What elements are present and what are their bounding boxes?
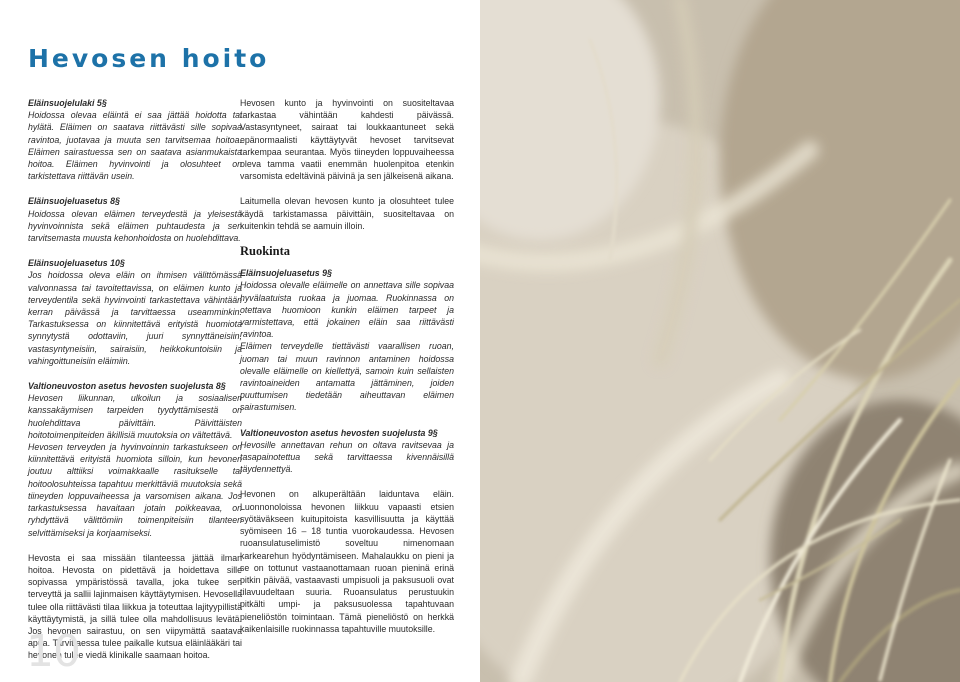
law-text: Hevosen liikunnan, ulkoilun ja sosiaalisen kanssakäymisen tarpeiden tyydyttämisestä on huolehdittava päivittäin. Päivittäisten hoitotoimenpiteiden äkillisiä muutoksia on vältettävä. (28, 393, 242, 440)
body-paragraph (240, 488, 454, 634)
law-heading: Eläinsuojeluasetus 8§ (28, 196, 120, 207)
law-text: Hevosille annettavan rehun on oltava ravitsevaa ja tasapainotettua sekä tarvittaessa kivennäisillä täydennettyä. (240, 439, 454, 475)
body-paragraph (240, 195, 454, 232)
body-text: Laitumella olevan hevosen kunto ja olosuhteet tulee käydä tarkistamassa päivittäin, suositeltavaa on kuitenkin tehdä se aamuin illoin. (240, 196, 454, 231)
law-heading: Eläinsuojelulaki 5§ (28, 98, 107, 108)
body-paragraph (240, 97, 454, 182)
law-heading: Eläinsuojeluasetus 10§ (28, 258, 125, 269)
body-text: Hevosta ei saa missään tilanteessa jättää ilman hoitoa. Hevosta on pidettävä ja hoidettava sille sopivassa ympäristössä tavalla, joka tukee sen terveyttä ja sallii lajinmaisen käyttäytymisen. Hevosella tulee olla riittävästi tilaa liikkua ja toteuttaa lajityypillistä käyttäytymistä, ja sillä tulee olla mahdollisuus levätä. Jos hevonen sairastuu, on sen viipymättä saatava apua. Tarvittaessa tulee paikalle kutsua eläinlääkäri tai hevonen tulee viedä klinikalle saamaan hoitoa. (28, 552, 242, 661)
law-block-valtioneuvosto-8 (28, 380, 242, 539)
hay-photo (480, 0, 960, 682)
page-number: 10 (26, 626, 80, 677)
law-text: Eläimen terveydelle tiettävästi vaarallisen ruoan, juoman tai muun ravinnon antaminen hoidossa olevalle eläimelle on kiellettyä, samoin kuin sellaisten ravintoaineiden antamatta jättäminen, joiden puuttumisen tiedetään aiheuttavan eläimen sairastumisen. (240, 341, 454, 413)
law-text: Hoidossa olevaa eläintä ei saa jättää hoidotta tai hylätä. Eläimen on saatava riittävästi sille sopivaa ravintoa, juotavaa ja muuta sen tarvitsemaa hoitoa. Eläimen sairastuessa sen on saatava asianmukaista hoitoa. Eläimen hyvinvointi ja olosuhteet on tarkistettava riittävän usein. (28, 110, 242, 182)
law-heading: Eläinsuojeluasetus 9§ (240, 268, 332, 279)
law-block-elainsuojeluasetus-8 (28, 195, 242, 244)
body-text: Hevosen kunto ja hyvinvointi on suositeltavaa tarkastaa vähintään kahdesti päivässä. Vastasyntyneet, sairaat tai loukkaantuneet sekä epänormaalisti käyttäytyvät hevoset tarvitsevat tarkempaa seurantaa. Myös tiineyden loppuvaiheessa oleva tamma vaatii enemmän huolenpitoa etenkin varsomista edeltävinä päivinä ja sen jälkeisenä aikana. (240, 98, 454, 182)
section-heading-ruokinta: Ruokinta (240, 244, 291, 259)
law-text: Hevosen terveyden ja hyvinvoinnin tarkastukseen on kiinnitettävä erityistä huomiota silloin, kun hevonen joutuu alttiiksi voimakkaalle rasitukselle tai hoitoolosuhteissa tapahtuu merkittäviä muutoksia sekä tiineyden loppuvaiheessa ja varsomisen aikana. Jos tarkastuksessa havaitaan jotain poikkeavaa, on ryhdyttävä välittömiin toimenpiteisiin tilanteen selvittämiseksi ja korjaamiseksi. (28, 442, 242, 538)
law-heading: Valtioneuvoston asetus hevosten suojelusta 8§ (28, 381, 226, 392)
hay-illustration (480, 0, 960, 682)
law-block-elainsuojeluasetus-10 (28, 257, 242, 367)
law-text: Hoidossa olevalle eläimelle on annettava sille sopivaa hyvälaatuista ruokaa ja juomaa. Ruokinnassa on otettava huomioon kunkin eläimen tarpeet ja varmistettava, että jokainen eläin saa riittävästi ravintoa. (240, 280, 454, 340)
law-block-elainsuojeluasetus-9 (240, 267, 454, 413)
law-heading: Valtioneuvoston asetus hevosten suojelusta 9§ (240, 427, 438, 438)
page-title: Hevosen hoito (28, 44, 270, 73)
right-column (240, 97, 454, 648)
law-block-elainsuojelulaki-5 (28, 97, 242, 182)
body-text: Hevonen on alkuperältään laiduntava eläin. Luonnonoloissa hevonen liikkuu vapaasti etsien syötäväkseen kuitupitoista kasvillisuutta ja käyttää syömiseen 16 – 18 tuntia vuorokaudessa. Hevosen ruoansulatuselimistö soveltuu nimenomaan karkearehun hyödyntämiseen. Mahalaukku on pieni ja se on tottunut vastaanottamaan ruoan pieninä erinä pitkin päivää, vastaavasti umpisuoli ja paksusuoli ovat tilavuudeltaan suuria. Ruoansulatus perustuukin pitkälti umpi- ja paksusuolessa tapahtuvaan pieneliöstön toimintaan. Tämä pieneliöstö on herkkä kaikenlaisille ruokinnassa tapahtuville muutoksille. (240, 489, 454, 634)
law-block-valtioneuvosto-9 (240, 427, 454, 476)
law-text: Jos hoidossa oleva eläin on ihmisen välittömässä valvonnassa tai tavoitettavissa, on eläimen kunto ja terveydentila sekä hyvinvointi tarkastettava vähintään kerran päivässä ja tarvittaessa useamminkin. Tarkastuksessa on kiinnitettävä erityistä huomiota synnytystä odottaviin, juuri synnyttäneisiin, vastasyntyneisiin, sairaisiin, heikkokuntoisiin ja vahingoittuneisiin eläimiin. (28, 270, 242, 366)
law-text: Hoidossa olevan eläimen terveydestä ja yleisestä hyvinvoinnista sekä eläimen puhtaudesta ja sen tarvitsemasta muusta kehonhoidosta on huolehdittava. (28, 208, 242, 244)
left-column (28, 97, 242, 675)
